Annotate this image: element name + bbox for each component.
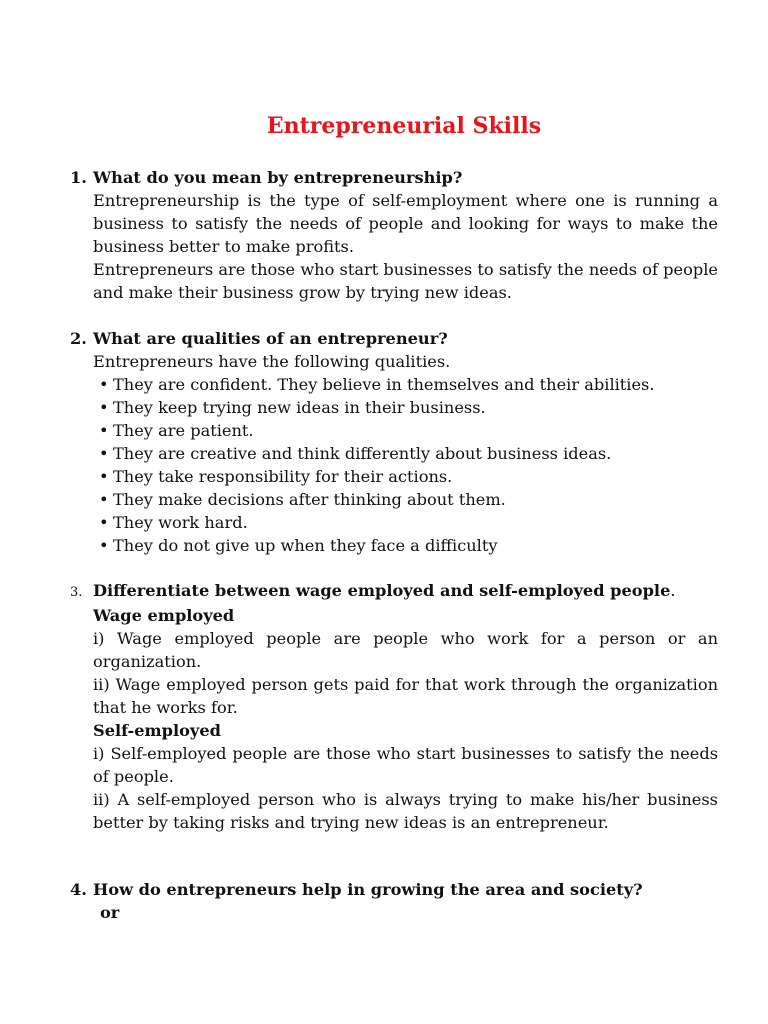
question-3-text: Differentiate between wage employed and self-employed people (93, 581, 671, 600)
list-item-text: They take responsibility for their actions. (113, 467, 453, 486)
answer-1-paragraph-2: Entrepreneurs are those who start businesses to satisfy the needs of people and make their business grow by trying new ideas. (93, 260, 718, 302)
question-4-section (70, 878, 718, 924)
question-4-number: 4. (70, 880, 87, 899)
list-item-text: They are patient. (113, 421, 254, 440)
list-item (99, 396, 718, 419)
question-1-number: 1. (70, 168, 87, 187)
bullet-icon: • (99, 467, 109, 486)
wage-employed-point-2: ii) Wage employed person gets paid for that work through the organization that he works for. (93, 675, 718, 717)
wage-employed-heading: Wage employed (93, 606, 235, 625)
list-item (99, 488, 718, 511)
question-2-text: What are qualities of an entrepreneur? (93, 329, 448, 348)
bullet-icon: • (99, 375, 109, 394)
bullet-icon: • (99, 398, 109, 417)
list-item (99, 465, 718, 488)
list-item (99, 442, 718, 465)
question-4-heading (70, 878, 718, 901)
self-employed-heading: Self-employed (93, 721, 221, 740)
bullet-icon: • (99, 421, 109, 440)
question-1-heading (70, 166, 718, 189)
question-2-section (70, 327, 718, 557)
question-3-number: 3. (70, 585, 83, 600)
list-item-text: They work hard. (113, 513, 248, 532)
question-4-text: How do entrepreneurs help in growing the area and society? (93, 880, 643, 899)
list-item (99, 534, 718, 557)
answer-2 (93, 350, 718, 557)
question-3-section (70, 579, 718, 834)
answer-3 (93, 604, 718, 834)
bullet-icon: • (99, 536, 109, 555)
question-3-heading (70, 579, 718, 604)
list-item-text: They keep trying new ideas in their business. (113, 398, 486, 417)
question-2-number: 2. (70, 329, 87, 348)
question-1-text: What do you mean by entrepreneurship? (93, 168, 463, 187)
question-3-end: . (670, 581, 676, 600)
list-item (99, 373, 718, 396)
list-item (99, 419, 718, 442)
question-1-section (70, 166, 718, 304)
bullet-icon: • (99, 444, 109, 463)
self-employed-point-2: ii) A self-employed person who is always trying to make his/her business better by taking risks and trying new ideas is an entrepreneur. (93, 790, 718, 832)
list-item-text: They are creative and think differently about business ideas. (113, 444, 612, 463)
bullet-icon: • (99, 490, 109, 509)
or-label: or (100, 903, 120, 922)
self-employed-point-1: i) Self-employed people are those who start businesses to satisfy the needs of people. (93, 744, 718, 786)
wage-employed-point-1: i) Wage employed people are people who work for a person or an organization. (93, 629, 718, 671)
list-item-text: They make decisions after thinking about them. (113, 490, 506, 509)
list-item-text: They do not give up when they face a difficulty (113, 536, 498, 555)
answer-2-intro: Entrepreneurs have the following qualities. (93, 352, 451, 371)
question-2-heading (70, 327, 718, 350)
qualities-list (93, 373, 718, 557)
bullet-icon: • (99, 513, 109, 532)
answer-1 (93, 189, 718, 304)
page-title: Entrepreneurial Skills (266, 113, 542, 139)
list-item-text: They are confident. They believe in themselves and their abilities. (113, 375, 655, 394)
list-item (99, 511, 718, 534)
answer-1-paragraph-1: Entrepreneurship is the type of self-employment where one is running a business to satisfy the needs of people and looking for ways to make the business better to make profits. (93, 191, 718, 256)
